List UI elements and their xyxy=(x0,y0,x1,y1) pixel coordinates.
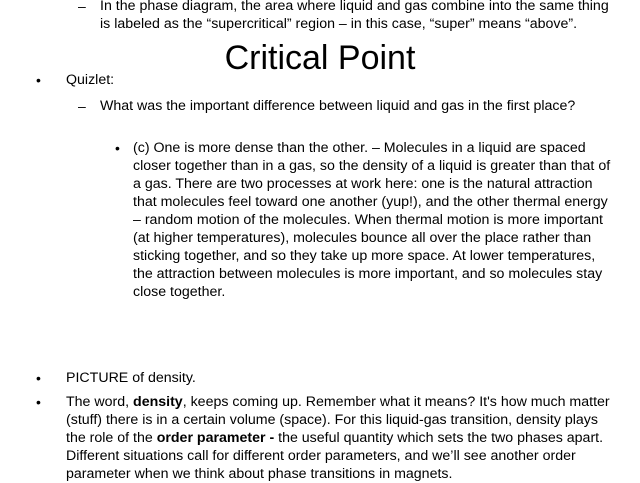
picture-note: PICTURE of density. xyxy=(66,370,196,386)
density-bold-term: density xyxy=(133,394,183,410)
bullet-marker: • xyxy=(36,72,41,88)
density-paragraph xyxy=(66,393,614,483)
density-text-1: The word, xyxy=(66,394,134,410)
bullet-marker: • xyxy=(36,370,41,386)
dash-marker: – xyxy=(78,98,86,114)
quizlet-answer: (c) One is more dense than the other. – Molecules in a liquid are spaced closer together than in a gas, so the density of a liquid is greater than that of a gas. There are two processes at work here: one is the natural attraction that molecules feel toward one another (yup!), and the other thermal energy – random motion of the molecules. When thermal motion is more important (at higher temperatures), molecules bounce all over the place rather than sticking together, and so they take up more space. At lower temperatures, the attraction between molecules is more important, and so molecules stay close together. xyxy=(133,140,611,300)
quizlet-label: Quizlet: xyxy=(66,72,115,88)
dash-marker: – xyxy=(78,0,86,14)
order-parameter-bold-term: order parameter - xyxy=(156,430,275,446)
page-title: Critical Point xyxy=(224,39,416,77)
bullet-marker: • xyxy=(115,140,120,156)
supercritical-note: In the phase diagram, the area where liquid and gas combine into the same thing is labeled as the “supercritical” region – in this case, “super” means “above”. xyxy=(100,0,609,32)
density-text-2: , keeps coming up. Remember what it means? It's how much matter (stuff) there is in a certain volume (space). For this liquid-gas transition, density plays the role of the xyxy=(66,394,610,446)
bullet-marker: • xyxy=(36,394,41,410)
density-text-3: the useful quantity which sets the two phases apart. Different situations call for different order parameters, and we’ll see another order parameter when we think about phase transitions in magnets. xyxy=(66,430,604,482)
quizlet-question: What was the important difference between liquid and gas in the first place? xyxy=(100,98,576,114)
